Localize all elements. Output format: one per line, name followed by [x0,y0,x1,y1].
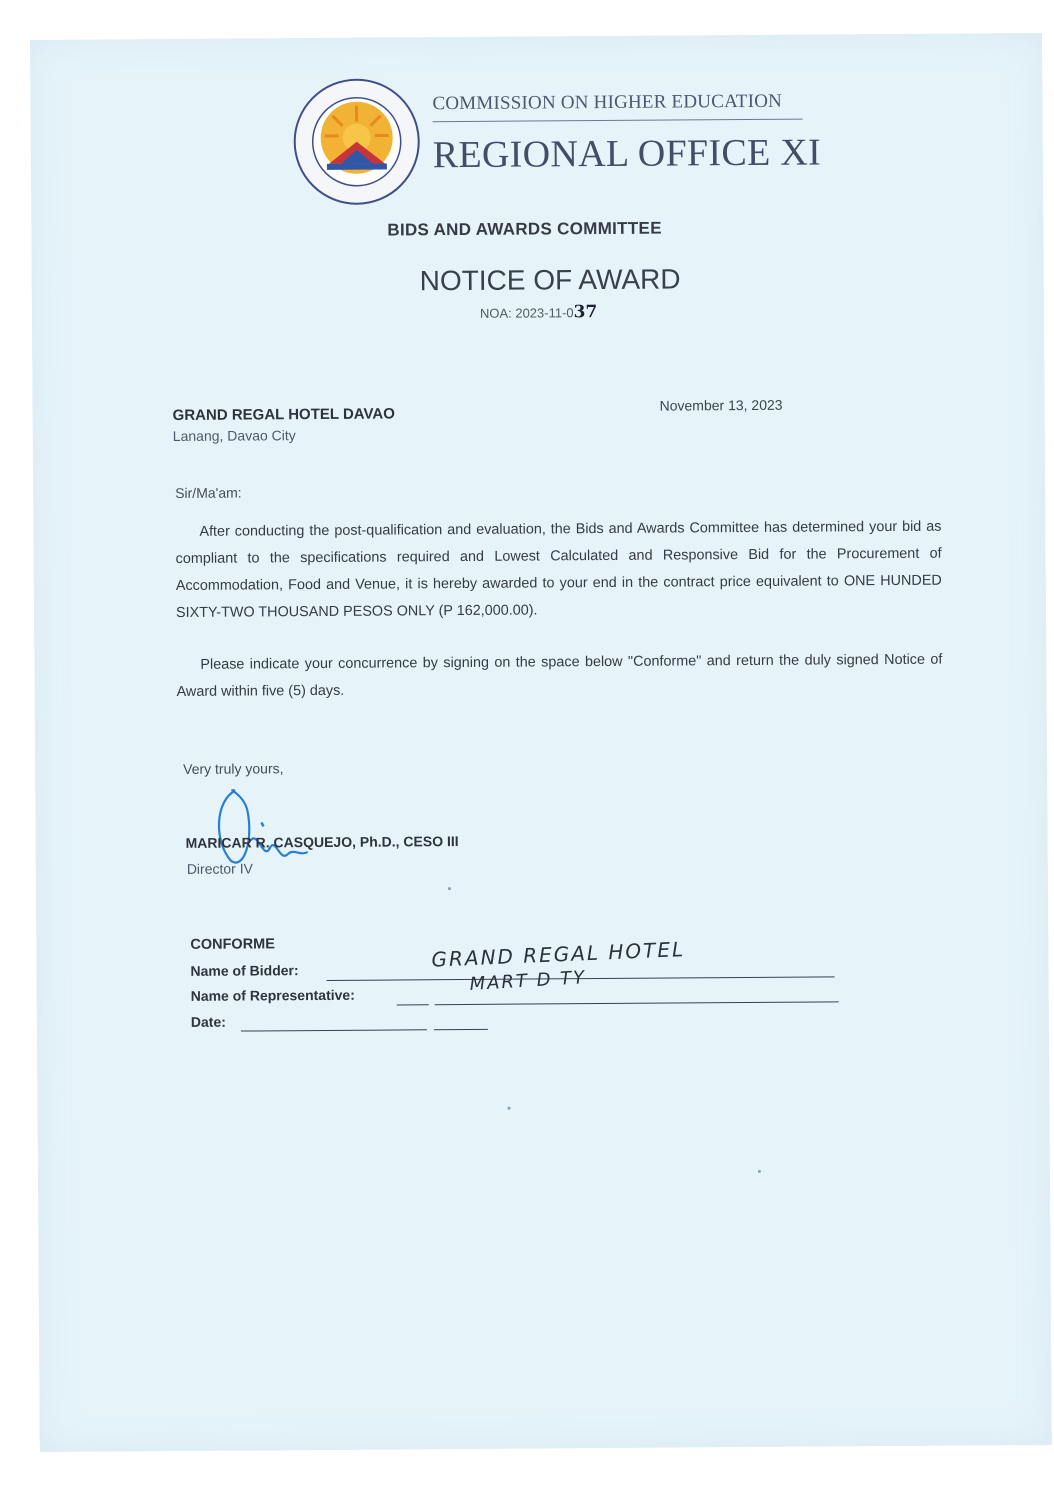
date-line-end [434,1029,488,1030]
org-name-line2: REGIONAL OFFICE XI [432,131,822,177]
ched-seal-logo [292,77,421,206]
scan-speck [507,1107,510,1110]
header-divider [433,119,803,123]
body-paragraph-1: After conducting the post-qualification and evaluation, the Bids and Awards Committee has determined your bid as compliant to the specifications required and Lowest Calculated and Responsive Bid for the Procurement of Accommodation, Food and Venue, it is hereby awarded to your end in the contract price equivalent to ONE HUNDED SIXTY-TWO THOUSAND PESOS ONLY (P 162,000.00). [175,518,942,621]
closing-line: Very truly yours, [183,760,284,777]
representative-handwritten: MART D TY [469,967,587,995]
committee-heading: BIDS AND AWARDS COMMITTEE [387,218,662,240]
document-page [30,33,1052,1452]
letter-date: November 13, 2023 [659,396,783,414]
salutation: Sir/Ma'am: [175,484,242,501]
representative-line[interactable] [435,1001,839,1005]
addressee-name: GRAND REGAL HOTEL DAVAO [172,405,395,425]
conforme-heading: CONFORME [190,936,275,953]
date-row [191,1014,226,1030]
representative-row [191,987,355,1004]
noa-number-handwritten: 37 [573,302,598,323]
signatory-name: MARICAR R. CASQUEJO, Ph.D., CESO III [185,833,459,851]
bidder-name-row [190,962,298,979]
representative-line-start [397,1004,429,1005]
date-line[interactable] [241,1029,427,1031]
noa-number [480,302,598,323]
document-title: NOTICE OF AWARD [419,263,681,297]
date-label: Date: [190,1013,226,1030]
org-name-line1: COMMISSION ON HIGHER EDUCATION [432,90,783,115]
addressee-address: Lanang, Davao City [172,427,296,445]
scan-speck [448,887,451,890]
scan-speck [758,1170,761,1173]
body-paragraph-2: Please indicate your concurrence by signing on the space below "Conforme" and return the duly signed Notice of Award within five (5) days. [176,651,943,700]
noa-number-printed: NOA: 2023-11-0 [479,305,574,321]
bidder-name-handwritten: GRAND REGAL HOTEL [431,937,686,972]
signatory-title: Director IV [186,860,253,877]
representative-label: Name of Representative: [190,986,355,1004]
bidder-name-label: Name of Bidder: [190,962,299,979]
